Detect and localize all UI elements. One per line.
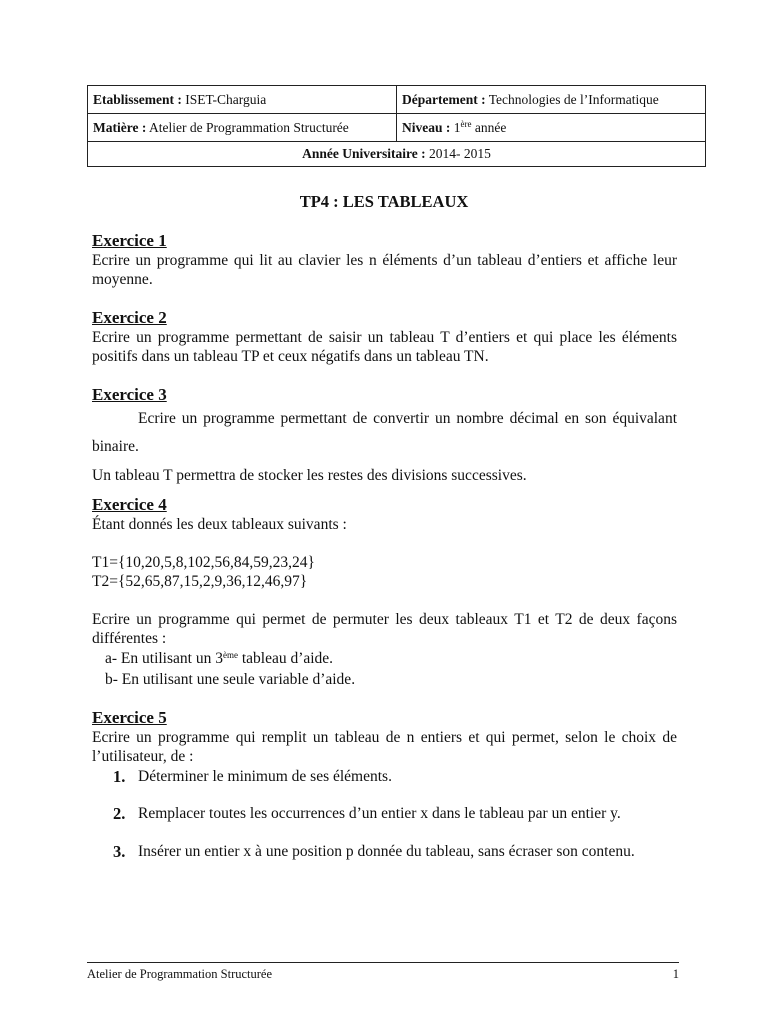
matiere-cell: [88, 114, 397, 142]
annee-cell: [88, 142, 706, 167]
exercise-4-question: Ecrire un programme qui permet de permuter les deux tableaux T1 et T2 de deux façons différentes :: [92, 611, 677, 647]
exercise-4-t1: T1={10,20,5,8,102,56,84,59,23,24}: [92, 554, 315, 571]
annee-value: 2014- 2015: [428, 146, 491, 161]
exercise-5-item-2-text: Remplacer toutes les occurrences d’un entier x dans le tableau par un entier y.: [138, 805, 621, 822]
exercise-5-item-3-text: Insérer un entier x à une position p donnée du tableau, sans écraser son contenu.: [138, 843, 635, 860]
exercise-5-item-3-num: 3.: [113, 842, 126, 861]
exercise-3-text-1: Ecrire un programme permettant de convertir un nombre décimal en son équivalant binaire.: [92, 410, 677, 455]
exercise-4-t2: T2={52,65,87,15,2,9,36,12,46,97}: [92, 573, 308, 590]
niveau-cell: [397, 114, 706, 142]
niveau-value-num: 1: [453, 119, 461, 135]
footer-page-number: 1: [672, 967, 679, 981]
niveau-value-rest: année: [474, 119, 507, 135]
exercise-1-title: Exercice 1: [92, 231, 167, 250]
exercise-2: [92, 308, 677, 366]
exercise-5-list: [92, 766, 677, 864]
exercise-5-item-3: [92, 840, 677, 864]
exercise-1-text: Ecrire un programme qui lit au clavier les n éléments d’un tableau d’entiers et affiche leur moyenne.: [92, 252, 677, 288]
departement-cell: [397, 86, 706, 114]
exercise-3-title: Exercice 3: [92, 385, 167, 404]
exercise-2-title: Exercice 2: [92, 308, 167, 327]
niveau-label: Niveau :: [402, 119, 451, 135]
exercise-4-option-a-sup: ème: [222, 650, 238, 660]
etablissement-cell: [88, 86, 397, 114]
page-title: TP4 : LES TABLEAUX: [299, 192, 469, 211]
exercise-4-option-a-post: tableau d’aide.: [237, 650, 334, 667]
footer-course: Atelier de Programmation Structurée: [87, 967, 273, 981]
exercise-4-option-a-pre: a- En utilisant un 3: [105, 650, 223, 667]
departement-label: Département :: [402, 91, 486, 107]
niveau-value-sup: ère: [460, 118, 472, 129]
exercise-1: [92, 231, 677, 289]
exercise-4-options: [92, 648, 677, 690]
exercise-5: [92, 708, 677, 864]
exercise-5-title: Exercice 5: [92, 708, 167, 727]
matiere-label: Matière :: [93, 119, 147, 135]
exercise-3: [92, 385, 677, 485]
exercise-2-text: Ecrire un programme permettant de saisir un tableau T d’entiers et qui place les éléments positifs dans un tableau TP et ceux négatifs dans un tableau TN.: [92, 329, 677, 365]
matiere-value: Atelier de Programmation Structurée: [148, 119, 349, 135]
exercise-4-title: Exercice 4: [92, 495, 167, 514]
exercise-4-intro: Étant donnés les deux tableaux suivants :: [92, 516, 347, 533]
etablissement-value: ISET-Charguia: [185, 91, 267, 107]
document-body: [92, 231, 677, 864]
exercise-5-intro: Ecrire un programme qui remplit un tableau de n entiers et qui permet, selon le choix de l’utilisateur, de :: [92, 729, 677, 765]
exercise-4-option-a: [92, 648, 677, 669]
exercise-5-item-2: [92, 802, 677, 826]
departement-value: Technologies de l’Informatique: [488, 91, 659, 107]
exercise-5-item-1-num: 1.: [113, 767, 126, 786]
exercise-5-item-1: [92, 766, 677, 788]
page-footer: [87, 962, 679, 982]
exercise-5-item-1-text: Déterminer le minimum de ses éléments.: [138, 768, 392, 785]
exercise-4-option-b: b- En utilisant une seule variable d’aide.: [105, 671, 356, 688]
annee-label: Année Universitaire :: [302, 146, 426, 161]
exercise-5-item-2-num: 2.: [113, 804, 126, 823]
etablissement-label: Etablissement :: [93, 91, 182, 107]
header-table: [87, 85, 706, 167]
exercise-4: [92, 495, 677, 708]
exercise-3-text-2: Un tableau T permettra de stocker les restes des divisions successives.: [92, 467, 527, 484]
